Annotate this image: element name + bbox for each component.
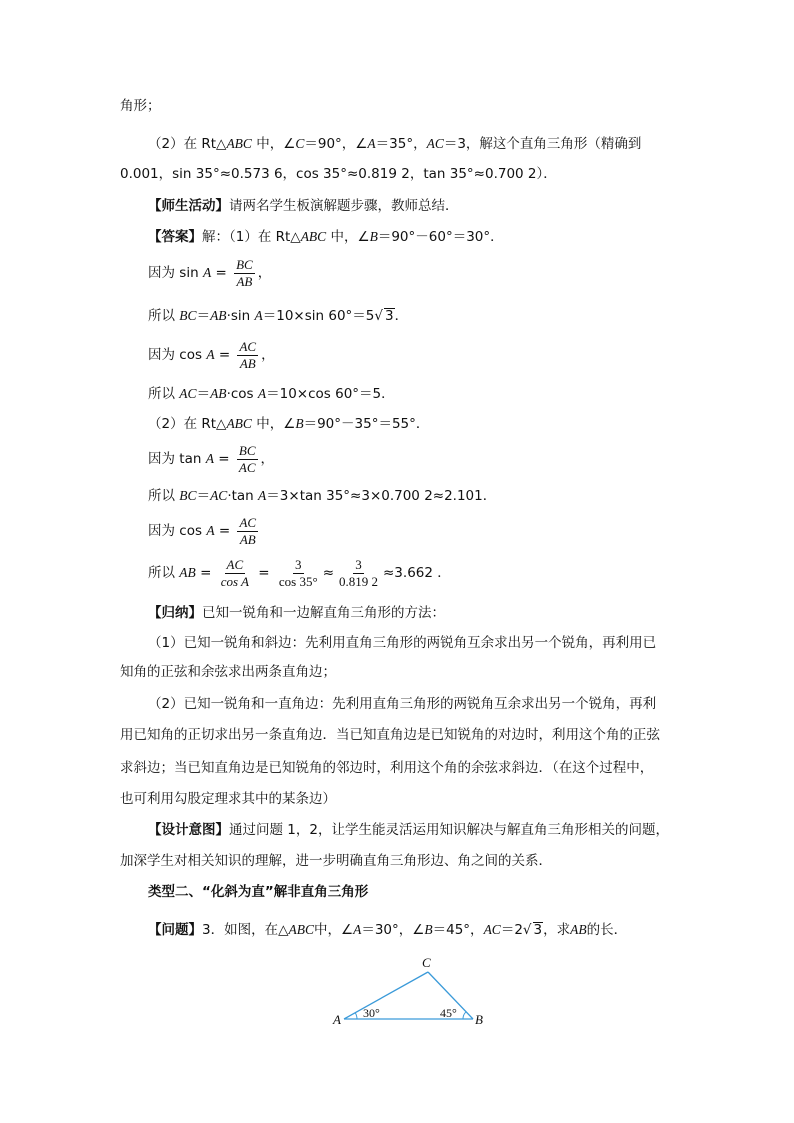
var: B (424, 922, 433, 937)
design-line-2: 加深学生对相关知识的理解，进一步明确直角三角形边、角之间的关系． (120, 853, 552, 869)
denominator: AC (238, 459, 256, 475)
radicand: 3 (385, 308, 394, 324)
question-2-line (148, 134, 641, 154)
text: （2）在 Rt△ (148, 416, 227, 432)
text: 解：（1）在 Rt△ (202, 229, 301, 245)
var: AC (210, 488, 228, 503)
fraction (277, 557, 320, 590)
numerator: BC (238, 442, 256, 458)
text: ·tan (227, 488, 259, 504)
text: 所以 (148, 565, 180, 581)
var: AB (210, 308, 227, 323)
var: A (353, 922, 362, 937)
vertex-a-label: A (333, 1012, 341, 1027)
method-2-line-1: （2）已知一锐角和一直角边：先利用直角三角形的两锐角互余求出另一个锐角，再利 (148, 696, 657, 712)
text: = (211, 265, 232, 281)
answer-tag: 【答案】 (148, 229, 202, 245)
answer-line (148, 227, 504, 247)
summary-tag: 【归纳】 (148, 605, 202, 621)
method-2-line-4: 也可利用勾股定理求其中的某条边） (120, 791, 336, 807)
step-cos-2 (148, 514, 261, 548)
var: A (206, 347, 215, 362)
text: 请两名学生板演解题步骤，教师总结． (229, 198, 459, 214)
var: A (367, 136, 376, 151)
numerator: 3 (295, 556, 302, 572)
text: ＝45°， (432, 922, 484, 938)
var: AB (179, 565, 196, 580)
step-ab (148, 556, 451, 590)
text: 因为 cos (148, 347, 207, 363)
angle-b-arc (463, 1012, 466, 1019)
fraction (237, 515, 258, 548)
denominator: cos 35° (278, 573, 318, 589)
numerator: AC (239, 514, 257, 530)
text: ， (257, 265, 272, 281)
text: ＝ (196, 386, 211, 402)
var: A (258, 488, 267, 503)
text: 的长． (586, 922, 628, 938)
angle-a-label: 30° (363, 1006, 380, 1020)
text: 中，∠ (251, 416, 296, 432)
activity-tag: 【师生活动】 (148, 198, 229, 214)
text: 因为 sin (148, 265, 203, 281)
step-ac (148, 384, 395, 404)
question-tag: 【问题】 (148, 922, 202, 938)
numerator: AC (239, 338, 257, 354)
text: 中，∠ (313, 922, 354, 938)
denominator: AB (236, 273, 253, 289)
vertex-c-label: C (422, 955, 431, 970)
text: = (214, 523, 235, 539)
design-line (148, 820, 669, 840)
text: ， (260, 451, 274, 467)
var: BC (179, 488, 197, 503)
var: BC (179, 308, 197, 323)
var: A (202, 265, 212, 280)
text: （2）在 Rt△ (148, 136, 227, 152)
fraction (237, 443, 258, 476)
fraction (337, 557, 380, 590)
activity-line (148, 196, 459, 216)
text: ＝90°－35°＝55°． (303, 416, 430, 432)
text: 所以 (148, 488, 180, 504)
var: AC (179, 386, 197, 401)
radicand: 3 (533, 922, 543, 938)
text: ＝3×tan 35°≈3×0.700 2≈2.101． (266, 488, 497, 504)
var: ABC (226, 136, 252, 151)
var: A (206, 523, 215, 538)
step-tan (148, 442, 274, 476)
var: A (257, 386, 267, 401)
text: 中，∠ (326, 229, 370, 245)
step-2-start (148, 414, 429, 434)
numerator: AC (226, 556, 244, 572)
angle-b-label: 45° (440, 1006, 457, 1020)
text: ＝ (196, 488, 211, 504)
text: ＝10×sin 60°＝5 (262, 308, 375, 324)
step-sin (148, 256, 271, 290)
text: 因为 cos (148, 523, 207, 539)
text: = (213, 451, 234, 467)
var: A (254, 308, 263, 323)
text: ＝ (196, 308, 211, 324)
text-line: 角形； (120, 98, 161, 114)
summary-line (148, 603, 445, 623)
fraction (234, 257, 255, 290)
denominator: cos A (220, 573, 249, 589)
step-cos (148, 338, 275, 372)
text: ＝2 (500, 922, 523, 938)
var: AC (483, 922, 501, 937)
fraction (237, 339, 258, 372)
numerator: 3 (355, 556, 362, 572)
text: ＝3，解这个直角三角形（精确到 (443, 136, 642, 152)
text: ，求 (543, 922, 571, 938)
text: 中，∠ (251, 136, 296, 152)
text: 所以 (148, 308, 180, 324)
vertex-b-label: B (475, 1012, 483, 1027)
text: 因为 tan (148, 451, 206, 467)
side-ac (344, 972, 428, 1019)
var: ABC (288, 922, 314, 937)
text: 通过问题 1，2，让学生能灵活运用知识解决与解直角三角形相关的问题， (229, 822, 669, 838)
var: B (295, 416, 304, 431)
denominator: AB (239, 355, 256, 371)
text: ≈3.662 ． (383, 565, 451, 581)
text: ， (261, 347, 275, 363)
step-bc: 所以 BC＝AB·sin A＝10×sin 60°＝5√ 3． (148, 308, 409, 324)
text: = (254, 565, 274, 581)
text: = (214, 347, 235, 363)
angle-a-arc (355, 1013, 357, 1019)
question-3-line: 【问题】3．如图，在△ABC中，∠A＝30°，∠B＝45°，AC＝2√ 3，求AB的长． (148, 922, 628, 938)
text: = (195, 565, 216, 581)
text: ≈ (322, 565, 334, 581)
fraction (219, 557, 251, 590)
var: ABC (226, 416, 252, 431)
question-2-line-2: 0.001，sin 35°≈0.573 6，cos 35°≈0.819 2，tan 35°≈0.700 2）． (120, 166, 557, 182)
var: B (369, 229, 378, 244)
text: ． (394, 308, 409, 324)
text: ＝35°， (375, 136, 427, 152)
section-heading: 类型二、“化斜为直”解非直角三角形 (148, 884, 369, 900)
var: AC (426, 136, 444, 151)
var: C (295, 136, 305, 151)
text: 3．如图，在△ (202, 922, 289, 938)
method-2-line-2: 用已知角的正切求出另一条直角边．当已知直角边是已知锐角的对边时，利用这个角的正弦 (120, 727, 660, 743)
denominator: AB (239, 531, 256, 547)
step-bc-2 (148, 486, 496, 506)
var: A (205, 451, 214, 466)
text: 所以 (148, 386, 180, 402)
design-tag: 【设计意图】 (148, 822, 229, 838)
text: ＝90°－60°＝30°． (377, 229, 504, 245)
text: ·sin (226, 308, 255, 324)
triangle-figure (330, 955, 490, 1030)
var: AB (210, 386, 227, 401)
method-1-line-2: 知角的正弦和余弦求出两条直角边； (120, 664, 336, 680)
var: ABC (300, 229, 327, 244)
text: ＝30°，∠ (361, 922, 425, 938)
text: ＝90°，∠ (304, 136, 368, 152)
method-2-line-3: 求斜边；当已知直角边是已知锐角的邻边时，利用这个角的余弦求斜边．（在这个过程中， (120, 760, 654, 776)
method-1-line-1: （1）已知一锐角和斜边：先利用直角三角形的两锐角互余求出另一个锐角，再利用已 (148, 635, 657, 651)
denominator: 0.819 2 (339, 573, 378, 589)
text: ·cos (226, 386, 258, 402)
numerator: BC (236, 256, 253, 272)
var: AB (570, 922, 587, 937)
text: 已知一锐角和一边解直角三角形的方法： (202, 605, 445, 621)
text: ＝10×cos 60°＝5． (266, 386, 395, 402)
